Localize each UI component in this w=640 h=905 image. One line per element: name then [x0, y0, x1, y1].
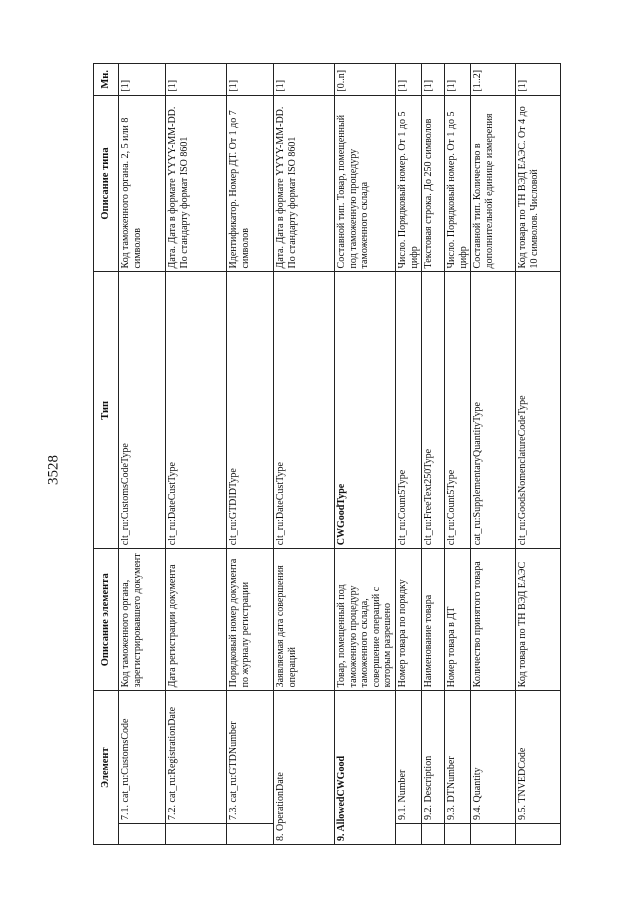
row-type-desc: Текстовая строка. До 250 символов: [422, 95, 445, 272]
row-element-name: Number: [397, 769, 408, 803]
table-row: [516, 64, 561, 845]
row-type: clt_ru:CustomsCodeType: [119, 272, 166, 549]
row-element-name: AllowedCWGood: [336, 755, 347, 832]
row-type: clt_ru:DateCustType: [166, 272, 227, 549]
row-type: clt_ru:DateCustType: [274, 272, 335, 549]
row-mult: [1]: [227, 64, 274, 96]
row-element-name: cat_ru:GTDNumber: [228, 721, 239, 803]
row-element-desc: Код товара по ТН ВЭД ЕАЭС: [516, 549, 561, 691]
page-number: 3528: [45, 455, 62, 485]
header-element: Элемент: [94, 691, 119, 845]
row-type-desc: Число. Порядковый номер. От 1 до 5 цифр: [445, 95, 471, 272]
table-row: [396, 64, 422, 845]
row-element: [396, 691, 422, 824]
row-element-name: TNVEDCode: [517, 747, 528, 803]
row-element-name: Description: [423, 755, 434, 803]
table-row: [227, 64, 274, 845]
row-element-desc: Товар, помещенный под таможенную процедуру таможенного склада, совершение операций с которым разрешено: [335, 549, 396, 691]
header-type: Тип: [94, 272, 119, 549]
row-mult: [1]: [274, 64, 335, 96]
row-num: 8.: [275, 833, 286, 841]
row-element-name: Quantity: [472, 767, 483, 803]
row-element-name: OperationDate: [275, 772, 286, 831]
row-mult: [1..2]: [471, 64, 516, 96]
row-num: 9.2.: [423, 804, 434, 820]
row-type: clt_ru:GTDIDType: [227, 272, 274, 549]
row-blank: [396, 823, 422, 844]
table-header-row: [94, 64, 119, 845]
table-row: [166, 64, 227, 845]
header-mult: Мн.: [94, 64, 119, 96]
row-num: 9.3.: [446, 804, 457, 820]
row-type: clt_ru:FreeText250Type: [422, 272, 445, 549]
row-num: 9.1.: [397, 804, 408, 820]
row-num: 9.4.: [472, 804, 483, 820]
row-type-desc: Дата. Дата в формате YYYY-MM-DD. По стандарту формат ISO 8601: [274, 95, 335, 272]
rotated-table-wrapper: [93, 63, 540, 845]
table-row: [471, 64, 516, 845]
row-element-name: DTNumber: [446, 756, 457, 803]
row-element-desc: Номер товара по порядку: [396, 549, 422, 691]
row-mult: [1]: [119, 64, 166, 96]
row-num: 9.5.: [517, 804, 528, 820]
row-element: [166, 691, 227, 824]
row-element: [274, 691, 335, 845]
row-blank: [445, 823, 471, 844]
row-mult: [1]: [422, 64, 445, 96]
row-type-desc: Идентификатор. Номер ДТ. От 1 до 7 символов: [227, 95, 274, 272]
row-element-name: cat_ru:CustomsCode: [120, 718, 131, 803]
row-mult: [1]: [166, 64, 227, 96]
table-row: [119, 64, 166, 845]
table-row: [422, 64, 445, 845]
row-num: 9.: [336, 833, 347, 841]
row-type-desc: Дата. Дата в формате YYYY-MM-DD. По стандарту формат ISO 8601: [166, 95, 227, 272]
table-row: [335, 64, 396, 845]
row-blank: [227, 823, 274, 844]
row-blank: [166, 823, 227, 844]
row-blank: [471, 823, 516, 844]
row-element: [335, 691, 396, 845]
row-mult: [1]: [445, 64, 471, 96]
row-element-name: cat_ru:RegistrationDate: [167, 706, 178, 803]
document-page: [93, 63, 540, 845]
row-type: clt_ru:Count5Type: [445, 272, 471, 549]
row-element: [119, 691, 166, 824]
row-mult: [1]: [396, 64, 422, 96]
row-element: [227, 691, 274, 824]
row-element-desc: Наименование товара: [422, 549, 445, 691]
row-element-desc: Заявляемая дата совершения операций: [274, 549, 335, 691]
header-type-desc: Описание типа: [94, 95, 119, 272]
row-element: [516, 691, 561, 824]
row-type: cat_ru:SupplementaryQuantityType: [471, 272, 516, 549]
row-num: 7.2.: [167, 804, 178, 820]
row-element: [445, 691, 471, 824]
row-type: CWGoodType: [335, 272, 396, 549]
row-mult: [0..n]: [335, 64, 396, 96]
row-type-desc: Код таможенного органа. 2, 5 или 8 символов: [119, 95, 166, 272]
row-element-desc: Номер товара в ДТ: [445, 549, 471, 691]
spec-table: [93, 63, 561, 845]
row-type-desc: Код товара по ТН ВЭД ЕАЭС. От 4 до 10 символов. Числовой: [516, 95, 561, 272]
row-element-desc: Дата регистрации документа: [166, 549, 227, 691]
row-element: [422, 691, 445, 824]
row-num: 7.3.: [228, 804, 239, 820]
table-row: [445, 64, 471, 845]
row-type: clt_ru:Count5Type: [396, 272, 422, 549]
row-type: clt_ru:GoodsNomenclatureCodeType: [516, 272, 561, 549]
row-type-desc: Число. Порядковый номер. От 1 до 5 цифр: [396, 95, 422, 272]
row-element: [471, 691, 516, 824]
header-element-desc: Описание элемента: [94, 549, 119, 691]
table-row: [274, 64, 335, 845]
row-element-desc: Код таможенного органа, зарегистрировавшего документ: [119, 549, 166, 691]
row-element-desc: Порядковый номер документа по журналу регистрации: [227, 549, 274, 691]
row-type-desc: Составной тип. Количество в дополнительной единице измерения: [471, 95, 516, 272]
row-type-desc: Составной тип. Товар, помещенный под таможенную процедуру таможенного склада: [335, 95, 396, 272]
row-blank: [119, 823, 166, 844]
row-blank: [516, 823, 561, 844]
row-mult: [1]: [516, 64, 561, 96]
row-blank: [422, 823, 445, 844]
row-num: 7.1.: [120, 804, 131, 820]
row-element-desc: Количество принятого товара: [471, 549, 516, 691]
